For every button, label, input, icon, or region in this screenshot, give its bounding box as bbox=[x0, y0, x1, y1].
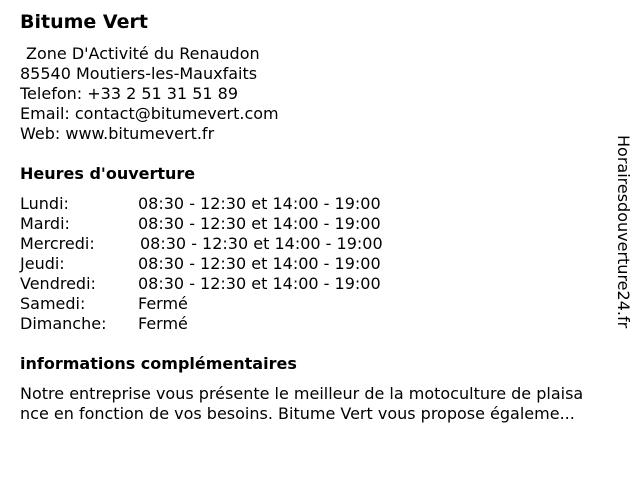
hours-value: Fermé bbox=[138, 294, 188, 313]
day-label: Jeudi: bbox=[20, 254, 65, 273]
day-label: Samedi: bbox=[20, 294, 86, 313]
business-name: Bitume Vert bbox=[20, 11, 148, 33]
address-street: Zone D'Activité du Renaudon bbox=[26, 44, 260, 63]
day-label: Lundi: bbox=[20, 194, 69, 213]
site-watermark bbox=[612, 135, 634, 345]
description-line: nce en fonction de vos besoins. Bitume Vert vous propose égaleme... bbox=[20, 404, 575, 423]
contact-block bbox=[20, 44, 279, 144]
hours-value: 08:30 - 12:30 et 14:00 - 19:00 bbox=[138, 254, 381, 273]
hours-value: 08:30 - 12:30 et 14:00 - 19:00 bbox=[138, 274, 381, 293]
day-label: Vendredi: bbox=[20, 274, 96, 293]
hours-value: 08:30 - 12:30 et 14:00 - 19:00 bbox=[140, 234, 383, 253]
day-label: Mardi: bbox=[20, 214, 70, 233]
business-description bbox=[20, 384, 630, 424]
opening-hours-heading: Heures d'ouverture bbox=[20, 164, 196, 183]
hours-value: 08:30 - 12:30 et 14:00 - 19:00 bbox=[138, 194, 381, 213]
description-line: Notre entreprise vous présente le meilleur de la motoculture de plaisa bbox=[20, 384, 584, 403]
day-label: Dimanche: bbox=[20, 314, 107, 333]
phone-number: Telefon: +33 2 51 31 51 89 bbox=[20, 84, 239, 103]
hours-value: 08:30 - 12:30 et 14:00 - 19:00 bbox=[138, 214, 381, 233]
day-label: Mercredi: bbox=[20, 234, 95, 253]
website: Web: www.bitumevert.fr bbox=[20, 124, 215, 143]
email-address: Email: contact@bitumevert.com bbox=[20, 104, 279, 123]
additional-info-heading: informations complémentaires bbox=[20, 354, 297, 373]
hours-value: Fermé bbox=[138, 314, 188, 333]
watermark-text: Horairesdouverture24.fr bbox=[614, 135, 633, 329]
address-city: 85540 Moutiers-les-Mauxfaits bbox=[20, 64, 258, 83]
